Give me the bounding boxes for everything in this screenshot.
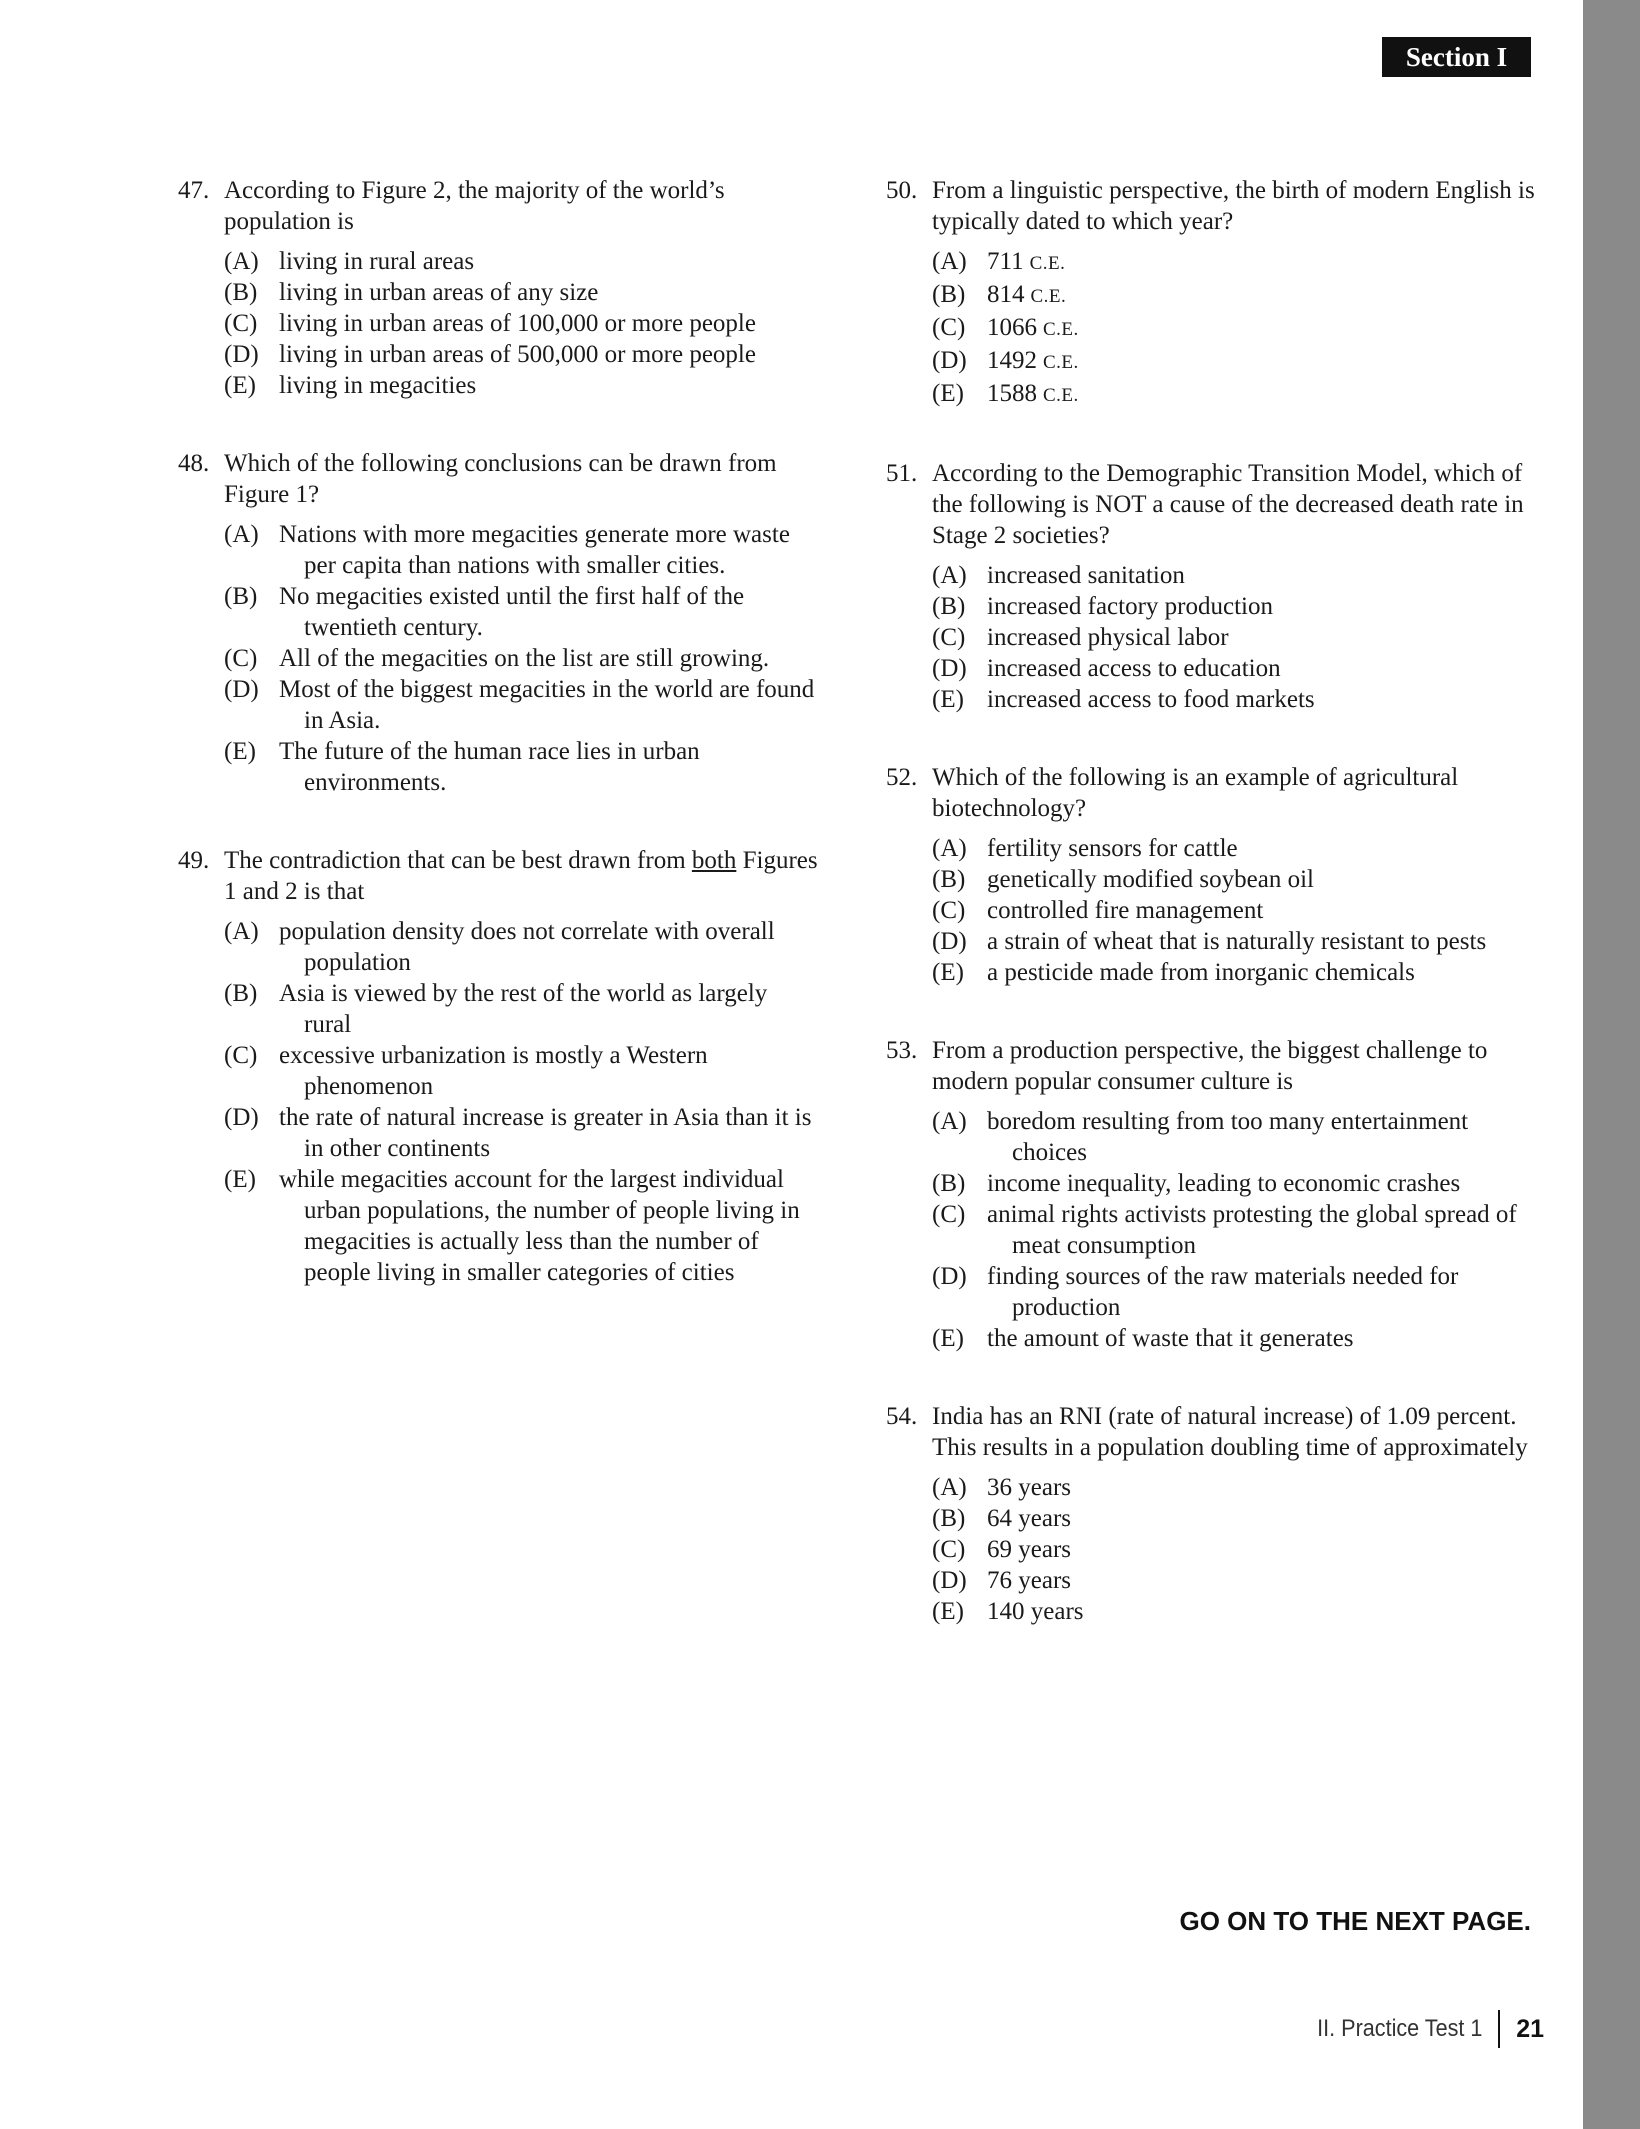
option-text: living in urban areas of any size <box>279 279 599 306</box>
option-letter: (C) <box>224 310 258 337</box>
option-letter: (E) <box>932 686 964 713</box>
option-text: All of the megacities on the list are still growing. <box>279 645 770 672</box>
question-49 <box>178 845 818 1288</box>
option-letter: (C) <box>224 1042 258 1069</box>
question-50 <box>886 175 1536 411</box>
answer-option-d[interactable] <box>224 674 818 736</box>
option-letter: (B) <box>932 1505 966 1532</box>
answer-options <box>886 1106 1536 1354</box>
question-number: 50. <box>886 177 918 204</box>
question-stem: Which of the following is an example of agricultural biotechnology? <box>932 764 1459 822</box>
option-text: increased access to food markets <box>987 686 1315 713</box>
question-47 <box>178 175 818 401</box>
question-number: 51. <box>886 460 918 487</box>
year-value: 814 <box>987 281 1025 308</box>
year-value: 711 <box>987 248 1024 275</box>
option-letter: (A) <box>224 521 259 548</box>
question-number: 47. <box>178 177 210 204</box>
answer-option-c[interactable] <box>224 308 818 339</box>
option-letter: (C) <box>932 1201 966 1228</box>
option-text: increased sanitation <box>987 562 1185 589</box>
era-suffix: C.E. <box>1030 286 1067 307</box>
option-letter: (A) <box>932 1108 967 1135</box>
footer-section-label: II. Practice Test 1 <box>1316 2015 1482 2042</box>
answer-option-e[interactable] <box>224 370 818 401</box>
option-text: Most of the biggest megacities in the world are found in Asia. <box>279 676 815 734</box>
answer-option-a[interactable] <box>932 560 1536 591</box>
answer-option-e[interactable] <box>932 957 1536 988</box>
option-letter: (A) <box>224 248 259 275</box>
question-number: 49. <box>178 847 210 874</box>
answer-option-a[interactable] <box>932 246 1536 279</box>
answer-option-e[interactable] <box>932 684 1536 715</box>
option-text: population density does not correlate with overall population <box>279 918 775 976</box>
option-letter: (A) <box>932 562 967 589</box>
right-column <box>886 175 1536 1627</box>
option-text: fertility sensors for cattle <box>987 835 1238 862</box>
page-number: 21 <box>1516 2014 1544 2043</box>
answer-options <box>886 833 1536 988</box>
answer-option-c[interactable] <box>932 1534 1536 1565</box>
option-text: animal rights activists protesting the global spread of meat consumption <box>987 1201 1517 1259</box>
option-letter: (C) <box>932 897 966 924</box>
era-suffix: C.E. <box>1043 352 1079 373</box>
option-letter: (B) <box>224 279 258 306</box>
answer-options <box>178 916 818 1288</box>
era-suffix: C.E. <box>1043 385 1079 406</box>
question-stem: According to the Demographic Transition Model, which of the following is NOT a cause of the decreased death rate in Stage 2 societies? <box>932 460 1524 549</box>
option-letter: (D) <box>932 1567 967 1594</box>
option-text <box>987 345 1536 378</box>
option-letter: (B) <box>932 593 966 620</box>
answer-option-b[interactable] <box>932 591 1536 622</box>
option-letter: (B) <box>932 281 966 308</box>
answer-option-c[interactable] <box>932 1199 1536 1261</box>
option-text <box>987 312 1536 345</box>
option-letter: (B) <box>932 866 966 893</box>
option-text: while megacities account for the largest individual urban populations, the number of people living in megacities is actually less than the number of people living in smaller categories of cities <box>279 1166 800 1286</box>
option-text <box>987 279 1536 312</box>
answer-option-a[interactable] <box>224 916 818 978</box>
answer-option-b[interactable] <box>224 978 818 1040</box>
option-letter: (E) <box>932 959 964 986</box>
stem-underlined-word: both <box>691 847 737 874</box>
option-letter: (A) <box>932 1474 967 1501</box>
option-text: 64 years <box>987 1505 1071 1532</box>
option-letter: (B) <box>224 980 258 1007</box>
answer-option-a[interactable] <box>224 246 818 277</box>
option-letter: (A) <box>932 248 967 275</box>
question-53 <box>886 1035 1536 1354</box>
answer-option-b[interactable] <box>932 279 1536 312</box>
option-text: finding sources of the raw materials needed for production <box>987 1263 1459 1321</box>
answer-options <box>178 519 818 798</box>
option-text: living in megacities <box>279 372 477 399</box>
option-text: increased physical labor <box>987 624 1229 651</box>
answer-option-a[interactable] <box>932 1106 1536 1168</box>
answer-option-e[interactable] <box>224 736 818 798</box>
option-letter: (B) <box>224 583 258 610</box>
option-text: income inequality, leading to economic crashes <box>987 1170 1461 1197</box>
option-letter: (B) <box>932 1170 966 1197</box>
answer-option-e[interactable] <box>932 1596 1536 1627</box>
answer-option-e[interactable] <box>932 378 1536 411</box>
option-letter: (C) <box>932 1536 966 1563</box>
option-letter: (E) <box>932 380 964 407</box>
answer-option-d[interactable] <box>224 1102 818 1164</box>
answer-option-a[interactable] <box>932 1472 1536 1503</box>
answer-option-a[interactable] <box>224 519 818 581</box>
answer-option-c[interactable] <box>932 622 1536 653</box>
option-text: genetically modified soybean oil <box>987 866 1314 893</box>
answer-option-c[interactable] <box>932 895 1536 926</box>
option-text: The future of the human race lies in urban environments. <box>279 738 700 796</box>
question-51 <box>886 458 1536 715</box>
option-letter: (D) <box>932 1263 967 1290</box>
question-52 <box>886 762 1536 988</box>
answer-option-b[interactable] <box>932 864 1536 895</box>
option-text: 140 years <box>987 1598 1084 1625</box>
option-letter: (A) <box>932 835 967 862</box>
option-text: No megacities existed until the first half of the twentieth century. <box>279 583 745 641</box>
section-badge: Section I <box>1382 37 1531 77</box>
option-text: increased factory production <box>987 593 1273 620</box>
option-letter: (D) <box>932 928 967 955</box>
answer-option-b[interactable] <box>932 1168 1536 1199</box>
answer-option-d[interactable] <box>224 339 818 370</box>
answer-option-b[interactable] <box>224 277 818 308</box>
option-text: boredom resulting from too many entertainment choices <box>987 1108 1469 1166</box>
stem-text-before: The contradiction that can be best drawn from <box>224 847 692 874</box>
answer-option-d[interactable] <box>932 926 1536 957</box>
question-number: 54. <box>886 1403 918 1430</box>
answer-option-c[interactable] <box>224 643 818 674</box>
option-letter: (C) <box>932 624 966 651</box>
option-text: 69 years <box>987 1536 1071 1563</box>
answer-option-d[interactable] <box>932 1261 1536 1323</box>
option-letter: (E) <box>224 372 256 399</box>
option-text: a strain of wheat that is naturally resistant to pests <box>987 928 1487 955</box>
option-letter: (E) <box>224 1166 256 1193</box>
option-text: living in urban areas of 100,000 or more people <box>279 310 756 337</box>
answer-option-c[interactable] <box>932 312 1536 345</box>
option-text: Nations with more megacities generate more waste per capita than nations with smaller cities. <box>279 521 790 579</box>
year-value: 1492 <box>987 347 1037 374</box>
option-text: increased access to education <box>987 655 1281 682</box>
question-48 <box>178 448 818 798</box>
option-text: excessive urbanization is mostly a Western phenomenon <box>279 1042 708 1100</box>
question-stem: India has an RNI (rate of natural increase) of 1.09 percent. This results in a population doubling time of approximately <box>932 1403 1528 1461</box>
left-column <box>178 175 818 1288</box>
option-text: the amount of waste that it generates <box>987 1325 1354 1352</box>
option-letter: (D) <box>932 347 967 374</box>
option-text: living in rural areas <box>279 248 475 275</box>
question-stem: Which of the following conclusions can be drawn from Figure 1? <box>224 450 777 508</box>
option-text: Asia is viewed by the rest of the world as largely rural <box>279 980 768 1038</box>
question-stem <box>224 845 818 907</box>
question-54 <box>886 1401 1536 1627</box>
answer-option-a[interactable] <box>932 833 1536 864</box>
answer-options <box>886 1472 1536 1627</box>
year-value: 1588 <box>987 380 1037 407</box>
question-stem: From a production perspective, the biggest challenge to modern popular consumer culture is <box>932 1037 1488 1095</box>
stem-text-after: Figures 1 and 2 is that <box>224 847 818 905</box>
option-letter: (E) <box>224 738 256 765</box>
option-text: a pesticide made from inorganic chemicals <box>987 959 1415 986</box>
option-letter: (D) <box>224 1104 259 1131</box>
option-letter: (C) <box>224 645 258 672</box>
option-letter: (D) <box>224 676 259 703</box>
option-text <box>987 246 1536 279</box>
answer-option-b[interactable] <box>224 581 818 643</box>
option-letter: (C) <box>932 314 966 341</box>
era-suffix: C.E. <box>1029 253 1066 274</box>
question-number: 48. <box>178 450 210 477</box>
era-suffix: C.E. <box>1043 319 1079 340</box>
option-letter: (E) <box>932 1598 964 1625</box>
option-text <box>987 378 1536 411</box>
question-stem: According to Figure 2, the majority of the world’s population is <box>224 177 725 235</box>
option-letter: (D) <box>224 341 259 368</box>
option-text: 76 years <box>987 1567 1071 1594</box>
go-to-next-page-notice: GO ON TO THE NEXT PAGE. <box>1179 1906 1531 1936</box>
option-letter: (E) <box>932 1325 964 1352</box>
answer-options <box>886 246 1536 411</box>
option-text: the rate of natural increase is greater in Asia than it is in other continents <box>279 1104 812 1162</box>
answer-option-d[interactable] <box>932 653 1536 684</box>
answer-options <box>178 246 818 401</box>
answer-option-e[interactable] <box>224 1164 818 1288</box>
answer-option-d[interactable] <box>932 1565 1536 1596</box>
year-value: 1066 <box>987 314 1037 341</box>
option-letter: (A) <box>224 918 259 945</box>
answer-option-c[interactable] <box>224 1040 818 1102</box>
page-edge-bar <box>1583 0 1640 2129</box>
page-footer <box>1297 2009 1544 2049</box>
option-text: controlled fire management <box>987 897 1264 924</box>
answer-options <box>886 560 1536 715</box>
answer-option-b[interactable] <box>932 1503 1536 1534</box>
option-text: living in urban areas of 500,000 or more people <box>279 341 756 368</box>
answer-option-e[interactable] <box>932 1323 1536 1354</box>
question-number: 53. <box>886 1037 918 1064</box>
question-number: 52. <box>886 764 918 791</box>
option-text: 36 years <box>987 1474 1071 1501</box>
option-letter: (D) <box>932 655 967 682</box>
answer-option-d[interactable] <box>932 345 1536 378</box>
question-stem: From a linguistic perspective, the birth of modern English is typically dated to which year? <box>932 177 1535 235</box>
